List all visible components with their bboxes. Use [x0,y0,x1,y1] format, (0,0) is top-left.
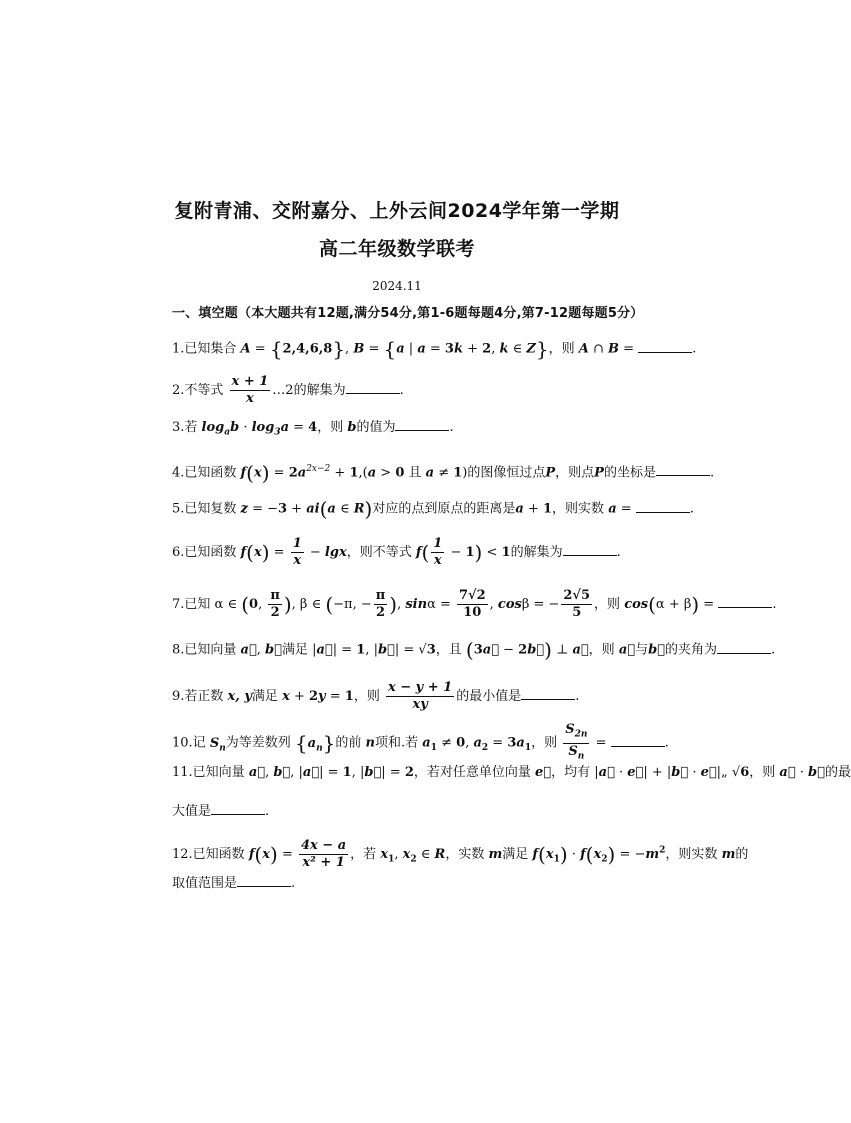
q11-prefix: 11.已知向量 [172,765,245,780]
q8-end: . [771,642,776,658]
q3-end: . [449,420,454,435]
q12-mid3: 满足 [502,847,529,862]
exam-title: 复附青浦、交附嘉分、上外云间2024学年第一学期 [174,200,620,222]
q3-mid: ，则 [317,420,344,435]
q3-mid2: 的值为 [356,420,396,435]
q11-mid4: 的最 [824,765,851,780]
q9-mid: 满足 [251,689,278,704]
q10-mid3: 项和.若 [374,735,419,751]
q5-end: . [689,501,694,517]
q12-mid2: ，实数 [445,847,485,862]
question-8: 8.已知向量 a⃗, b⃗满足 |a⃗| = 1, |b⃗| = √3，且 (3a⃗ − 2b⃗) ⊥ a⃗，则 a⃗与b⃗的夹角为 . [172,638,776,662]
exam-date: 2024.11 [372,279,422,293]
question-9: 9.若正数 x, y满足 x + 2y = 1，则 $\frac{x - y + 1}{xy}$ 的最小值是 . [172,680,580,712]
q3-prefix: 3.若 [172,420,198,435]
q8-mid2: ，且 [435,642,462,658]
q6-prefix: 6.已知函数 [172,545,237,560]
answer-blank[interactable] [211,802,265,815]
question-3: 3.若 $\log_ab \cdot \log_3a = 4$，则 b的值为 . [172,420,454,438]
q12-line2: 取值范围是 [172,876,238,891]
q7-mid: ，则 [594,597,621,612]
answer-blank[interactable] [346,381,400,394]
q12-mid5: 的 [735,847,749,862]
q6-end: . [616,545,621,560]
answer-blank[interactable] [718,595,772,608]
question-11: 11.已知向量 a⃗, b⃗, |a⃗| = 1, |b⃗| = 2，若对任意单位向量 e⃗，均有 |a⃗ · e⃗| + |b⃗ · e⃗|„ √6，则 a⃗ · b⃗的最 [172,765,851,780]
answer-blank[interactable] [521,687,575,700]
answer-blank[interactable] [563,543,617,556]
q5-mid2: ，则实数 [552,501,605,517]
q1-mid: ，则 [548,341,575,357]
answer-blank[interactable] [611,734,665,747]
q11-mid: ，若对任意单位向量 [413,765,531,780]
question-1: 1.已知集合 A = {2,4,6,8}, B = {a | a = 3k + 2, k ∈ Z}，则 A ∩ B = . [172,337,697,361]
q9-mid2: ，则 [353,689,380,704]
q1-prefix: 1.已知集合 [172,341,237,357]
q9-mid3: 的最小值是 [456,689,522,704]
q9-end: . [575,689,580,704]
exam-subtitle: 高二年级数学联考 [318,238,475,260]
q4-mid3: 的坐标是 [603,465,656,481]
answer-blank[interactable] [638,340,692,353]
q4-mid2: ，则点 [555,465,595,481]
q11-mid3: ，则 [749,765,776,780]
q8-mid: 满足 [281,642,308,658]
question-11-line2 [172,802,269,822]
q11-line2: 大值是 [172,804,212,819]
q1-end: . [692,341,697,357]
q7-end: . [772,597,777,612]
q8-mid3: ，则 [588,642,615,658]
q11-mid2: ，均有 [551,765,591,780]
q4-end: . [709,465,715,481]
q11-end: . [265,804,270,819]
question-7: 7.已知 α ∈ (0, $\frac{\pi}{2}$ ), β ∈ (−π, − $\frac{\pi}{2}$ ), sinα = $\frac{7√2}{10}$ , cosβ = − $\frac{2√5}{5}$ ，则 cos(α + β) = . [172,588,777,620]
q12-mid4: ，则实数 [665,847,718,862]
q12-prefix: 12.已知函数 [172,847,245,862]
q4-mid: 的图像恒过点 [467,465,546,481]
q8-mid5: 的夹角为 [664,642,717,658]
q6-mid: ，则不等式 [346,545,412,560]
q10-mid2: 的前 [335,735,362,751]
q7-prefix: 7.已知 [172,597,211,612]
q6-mid2: 的解集为 [510,545,563,560]
question-4: 4.已知函数 $f(x) = 2a^{2x-2} + 1,(a > 0$ 且 a ≠ 1)的图像恒过点P，则点P的坐标是 . [172,460,715,485]
answer-blank[interactable] [237,874,291,887]
question-12-line2 [172,874,295,894]
answer-blank[interactable] [717,641,771,654]
q8-mid4: 与 [635,642,649,658]
answer-blank[interactable] [636,500,690,513]
q8-prefix: 8.已知向量 [172,642,237,658]
answer-blank[interactable] [395,418,449,431]
q5-prefix: 5.已知复数 [172,501,237,517]
q9-prefix: 9.若正数 [172,689,224,704]
q5-mid: 对应的点到原点的距离是 [372,501,516,517]
question-2: 2.不等式 $\frac{x + 1}{x}$ …2的解集为 . [172,374,404,406]
q4-prefix: 4.已知函数 [172,465,237,481]
answer-blank[interactable] [656,463,710,476]
question-12: 12.已知函数 f(x) = $\frac{4x - a}{\text{x² + 1}}$ ，若 $x_1$, $x_2$ ∈ R，实数 m满足 $f(x_1) \cdot f(x_2) = -m^2$，则实数 m的 [172,838,749,870]
q12-mid: ，若 [350,847,377,862]
question-6: 6.已知函数 f(x) = $\frac{1}{x}$ − lgx，则不等式 f( $\frac{1}{x}$ − 1) < 1的解集为 . [172,536,621,568]
section-heading: 一、填空题（本大题共有12题,满分54分,第1-6题每题4分,第7-12题每题5分） [172,306,644,321]
q2-mid: 2的解集为 [285,383,346,398]
question-10: 10.记 $S_n$为等差数列 $\{a_n\}$的前 n项和.若 $a_1 \ne 0$, $a_2 = 3a_1$，则 $\frac{S_{2n}}{S_n}$ = . [172,722,669,764]
q10-mid: 为等差数列 [225,735,291,751]
q12-end: . [291,876,296,891]
q10-mid4: ，则 [531,735,558,751]
q2-prefix: 2.不等式 [172,383,224,398]
q10-prefix: 10.记 [172,735,206,751]
q10-end: . [664,735,669,751]
question-5: 5.已知复数 z = −3 + ai(a ∈ R)对应的点到原点的距离是a + 1，则实数 a = . [172,497,694,521]
q2-end: . [399,383,404,398]
